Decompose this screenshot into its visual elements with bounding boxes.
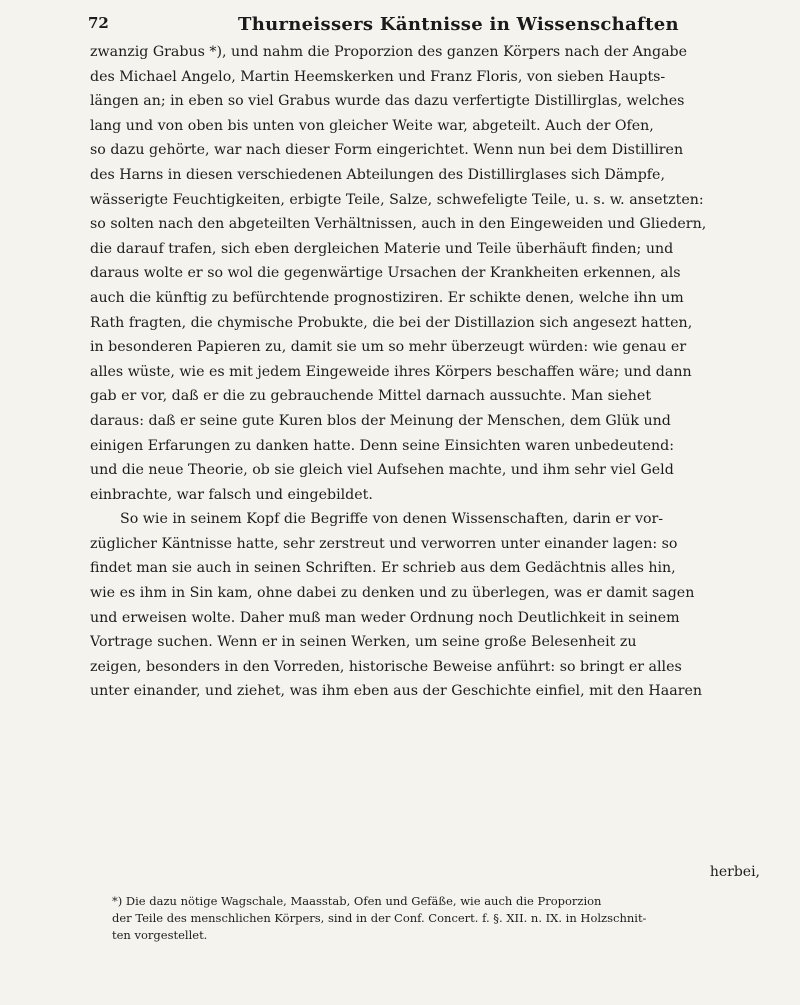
text-line: wässerigte Feuchtigkeiten, erbigte Teile, Salze, schwefeligte Teile, u. s. w. ansetzten: (90, 191, 704, 208)
text-line: unter einander, und ziehet, was ihm eben aus der Geschichte einfiel, mit den Haaren (90, 683, 703, 700)
text-line: So wie in seinem Kopf die Begriffe von denen Wissenschaften, darin er vor- (120, 511, 664, 528)
footnote-line: der Teile des menschlichen Körpers, sind in der Conf. Concert. f. §. XII. n. IX. in Holzschnit- (112, 911, 647, 925)
text-line: Vortrage suchen. Wenn er in seinen Werken, um seine große Belesenheit zu (90, 634, 637, 651)
main-text (90, 40, 780, 704)
text-line: einbrachte, war falsch und eingebildet. (90, 486, 373, 503)
text-line: zeigen, besonders in den Vorreden, historische Beweise anführt: so bringt er alles (90, 658, 682, 675)
text-line: und erweisen wolte. Daher muß man weder Ordnung noch Deutlichkeit in seinem (90, 609, 680, 626)
page-header (88, 14, 768, 36)
text-line: so dazu gehörte, war nach dieser Form eingerichtet. Wenn nun bei dem Distilliren (90, 142, 684, 159)
running-title: Thurneissers Käntnisse in Wissenschaften (238, 14, 679, 35)
page-number: 72 (88, 14, 109, 32)
text-line: des Michael Angelo, Martin Heemskerken und Franz Floris, von sieben Haupts- (90, 68, 666, 85)
text-line: einigen Erfarungen zu danken hatte. Denn seine Einsichten waren unbedeutend: (90, 437, 675, 454)
text-line: längen an; in eben so viel Grabus wurde das dazu verfertigte Distillirglas, welches (90, 93, 685, 110)
text-line: daraus: daß er seine gute Kuren blos der Meinung der Menschen, dem Glük und (90, 412, 671, 429)
catchword: herbei, (709, 864, 760, 880)
footnote (112, 893, 782, 944)
text-line: in besonderen Papieren zu, damit sie um so mehr überzeugt würden: wie genau er (90, 339, 687, 356)
text-line: alles wüste, wie es mit jedem Eingeweide ihres Körpers beschaffen wäre; und dann (90, 363, 692, 380)
footnote-line: *) Die dazu nötige Wagschale, Maasstab, Ofen und Gefäße, wie auch die Proporzion (112, 894, 602, 908)
text-line: züglicher Käntnisse hatte, sehr zerstreut und verworren unter einander lagen: so (90, 535, 678, 552)
text-line: Rath fragten, die chymische Probukte, die bei der Distillazion sich angesezt hatten, (90, 314, 693, 331)
text-line: lang und von oben bis unten von gleicher Weite war, abgeteilt. Auch der Ofen, (90, 117, 654, 134)
footnote-line: ten vorgestellet. (112, 928, 208, 942)
text-line: auch die künftig zu befürchtende prognostiziren. Er schikte denen, welche ihn um (90, 289, 684, 306)
text-line: so solten nach den abgeteilten Verhältnissen, auch in den Eingeweiden und Gliedern, (90, 216, 707, 233)
text-line: zwanzig Grabus *), und nahm die Proporzion des ganzen Körpers nach der Angabe (90, 44, 688, 60)
text-line: die darauf trafen, sich eben dergleichen Materie und Teile überhäuft finden; und (90, 240, 674, 257)
text-line: des Harns in diesen verschiedenen Abteilungen des Distillirglases sich Dämpfe, (90, 166, 665, 183)
text-line: daraus wolte er so wol die gegenwärtige Ursachen der Krankheiten erkennen, als (90, 265, 681, 282)
text-line: findet man sie auch in seinen Schriften. Er schrieb aus dem Gedächtnis alles hin, (90, 560, 676, 577)
text-line: und die neue Theorie, ob sie gleich viel Aufsehen machte, und ihm sehr viel Geld (90, 462, 674, 479)
text-line: gab er vor, daß er die zu gebrauchende Mittel darnach aussuchte. Man siehet (90, 388, 652, 405)
text-line: wie es ihm in Sin kam, ohne dabei zu denken und zu überlegen, was er damit sagen (90, 585, 695, 602)
